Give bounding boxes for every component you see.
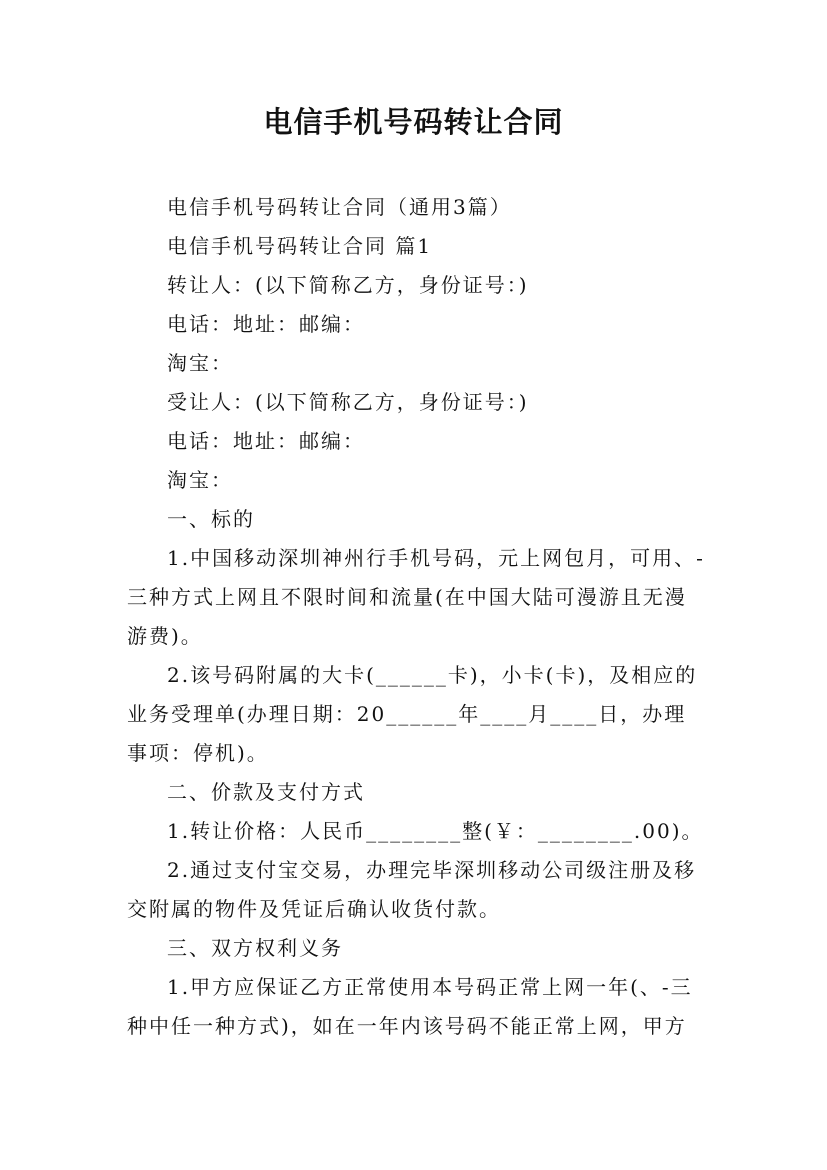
paragraph-transferee-taobao: 淘宝：	[167, 468, 233, 492]
paragraph-rights-item-1: 1.甲方应保证乙方正常使用本号码正常上网一年(、-三种中任一种方式)，如在一年内该号码不能正常上网，甲方	[127, 975, 693, 1038]
paragraph-transferor-taobao: 淘宝：	[167, 351, 233, 375]
section-heading-price-payment: 二、价款及支付方式	[167, 780, 365, 804]
paragraph-transferor: 转让人：(以下简称乙方，身份证号：)	[167, 273, 529, 297]
section-heading-rights-obligations: 三、双方权利义务	[167, 936, 343, 960]
paragraph-subject-item-1: 1.中国移动深圳神州行手机号码，元上网包月，可用、-三种方式上网且不限时间和流量(在中国大陆可漫游且无漫游费)。	[127, 546, 705, 648]
paragraph-transferee: 受让人：(以下简称乙方，身份证号：)	[167, 390, 529, 414]
document-body	[127, 188, 707, 1046]
paragraph-transferee-contact: 电话：地址：邮编：	[167, 429, 365, 453]
document-title: 电信手机号码转让合同	[263, 105, 564, 139]
paragraph-price-item-1: 1.转让价格：人民币________整(￥：________.00)。	[167, 819, 704, 843]
paragraph-subject-item-2: 2.该号码附属的大卡(______卡)，小卡(卡)，及相应的业务受理单(办理日期：20______年____月____日，办理事项：停机)。	[127, 663, 698, 765]
paragraph-heading-collection: 电信手机号码转让合同（通用3篇）	[167, 195, 512, 219]
paragraph-transferor-contact: 电话：地址：邮编：	[167, 312, 365, 336]
paragraph-heading-article-1: 电信手机号码转让合同 篇1	[167, 234, 433, 258]
paragraph-price-item-2: 2.通过支付宝交易，办理完毕深圳移动公司级注册及移交附属的物件及凭证后确认收货付款。	[127, 858, 697, 921]
section-heading-subject: 一、标的	[167, 507, 255, 531]
